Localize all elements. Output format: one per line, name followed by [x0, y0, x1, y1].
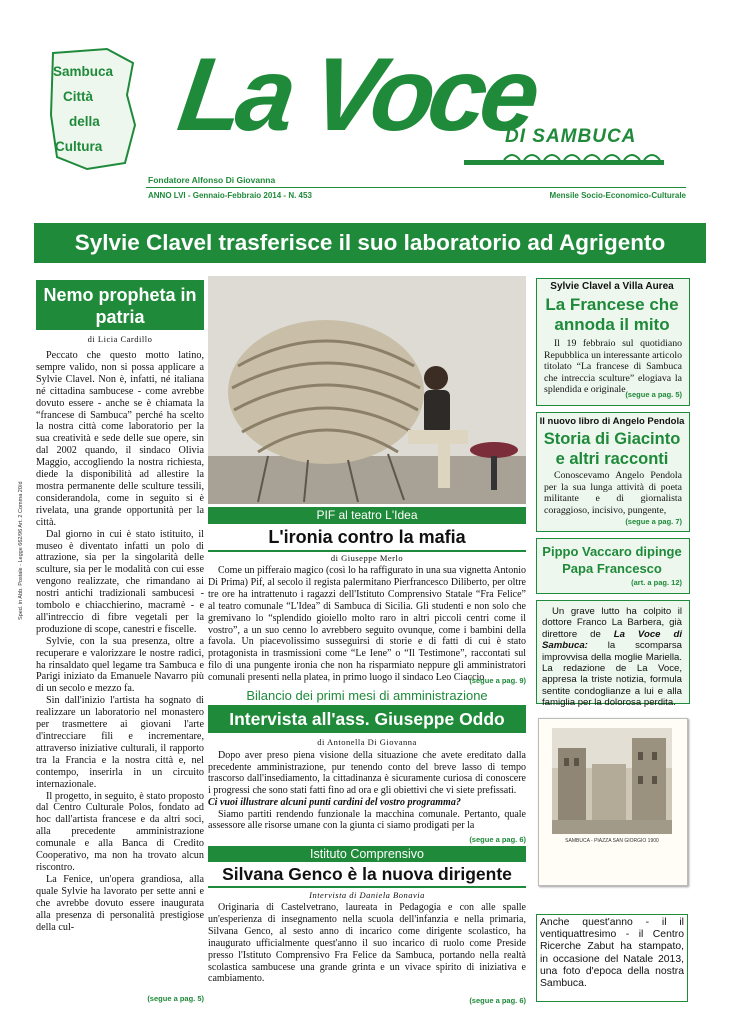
paragraph: Sin dall'inizio l'artista ha sognato di realizzare un laboratorio nel monastero per trasmettere ai giovani l'arte d'intrecciare fili e incrementare, attraverso iniziative culturali, il rapporto tra la Francia e la nostra città e, nel contempo, inserirla in un circuito internazionale.: [36, 695, 204, 790]
genco-continued: (segue a pag. 6): [469, 996, 526, 1005]
masthead-rule: [146, 187, 686, 188]
newspaper-subtitle: DI SAMBUCA: [505, 126, 637, 147]
lutto-text-start: Un grave lutto ha colpito il dottore Franco La Barbera, già direttore de: [542, 606, 682, 640]
calendar-caption: SAMBUCA - PIAZZA SAN GIORGIO 1900: [565, 838, 659, 844]
book-continued: (segue a pag. 7): [625, 517, 682, 526]
pif-byline: di Giuseppe Merlo: [330, 553, 404, 563]
photo-artist-sculpture-icon: [208, 276, 526, 504]
genco-title: Silvana Genco è la nuova dirigente: [208, 862, 526, 888]
pippo-continued: (art. a pag. 12): [631, 578, 682, 587]
aurea-body: Il 19 febbraio sul quotidiano Repubblica un interessante articolo titolato “La francese di Sambuca che intreccia sculture” elogiava la splendida e originale: [544, 338, 682, 396]
pif-kicker: PIF al teatro L'Idea: [208, 507, 526, 524]
genco-kicker: Istituto Comprensivo: [208, 846, 526, 862]
tagline: Mensile Socio-Economico-Culturale: [549, 191, 686, 200]
pif-continued: (segue a pag. 9): [469, 676, 526, 685]
logo-line: Cultura: [55, 139, 103, 154]
paragraph: Dal giorno in cui è stato istituito, il museo è diventato infatti un polo di attrazione, sia per la singolarità delle sculture, sia per le modalità con cui esse vengono realizzate, che rimandano ai nostri antichi tradizionali sambucesi - tombolo e chiacchierino, macramè - e all'intreccio di fibre vegetali per la produzione di scope, canestri e fiscelle.: [36, 528, 204, 635]
left-byline: di Licia Cardillo: [87, 334, 153, 344]
book-title: Storia di Giacinto e altri racconti: [543, 430, 681, 468]
paragraph: La Fenice, un'opera grandiosa, alla quale Sylvie ha lavorato per sette anni e che avrebbe dovuto essere inaugurata alla presenza di personalità prestigiose della cul-: [36, 873, 204, 933]
pippo-title: Pippo Vaccaro dipinge Papa Francesco: [542, 544, 682, 576]
sculpture-photo: [208, 276, 526, 504]
issue-line: ANNO LVI - Gennaio-Febbraio 2014 - N. 453: [148, 191, 312, 200]
paragraph: Peccato che questo motto latino, sempre valido, non si possa applicare a Sylvie Clavel. Non è, infatti, né italiana né cittadina sambucese - come avrebbe dovuto essere - anche se è chiamata la “francese di Sambuca” perché ha scelto la nostra città come laboratorio per la sua creatività e sede delle sue opere, sin dal 2002 quando, il sindaco Olivia Maggio, accogliendo la nostra richiesta, diede la disponibilità ad allestire la mostra permanente delle sculture tessili, considerandola, come in seguito si è rivelata, una grande opportunità per la città.: [36, 350, 204, 528]
logo-line: Sambuca: [53, 64, 114, 79]
genco-body: Originaria di Castelvetrano, laureata in Pedagogia e con alle spalle un'esperienza di insegnamento nella scuola dell'infanzia e nella primaria, Silvana Genco, al sesto anno di incarico come dirigente scolastico, ha inaugurato ufficialmente quest'anno il suo incarico di ruolo come Preside presso l'Istituto Comprensivo Fra Felice da Sambuca, portando nella realtà scolastica sambucese una grande grinta e un vivace spirito di iniziativa e cambiamento.: [208, 902, 526, 985]
founder-line: Fondatore Alfonso Di Giovanna: [148, 175, 276, 185]
left-article-body: [36, 350, 204, 982]
aurea-kicker: Sylvie Clavel a Villa Aurea: [550, 281, 674, 292]
lutto-paper-name: La Voce di Sambuca:: [542, 628, 682, 652]
book-kicker: Il nuovo libro di Angelo Pendola: [539, 416, 685, 427]
paragraph: Siamo partiti rendendo funzionale la macchina comunale. Pertanto, quale assessore alle risorse umane con la giunta ci siamo prodigati per la: [208, 808, 526, 832]
paragraph: Dopo aver preso piena visione della situazione che avete ereditato dalla precedente amministrazione, pur tenendo conto del breve lasso di tempo trascorso dall'insediamento, la cittadinanza è sicuramente curiosa di conoscere i progressi che sono stati fatti fino ad ora e gli obiettivi che vi siete prefissati.: [208, 750, 526, 797]
oddo-title: Intervista all'ass. Giuseppe Oddo: [208, 705, 526, 733]
paragraph: Sylvie, con la sua presenza, oltre a recuperare e valorizzare le nostre radici, ha rinsaldato quel legame tra Sambuca e Parigi iniziato da Emanuele Navarro più di un secolo e mezzo fa.: [36, 635, 204, 695]
aurea-continued: (segue a pag. 5): [625, 390, 682, 399]
lutto-text-end: la scomparsa improvvisa della moglie Mariella. La redazione de La Voce, appresa la triste notizia, formula sentite condoglianze a lui e alla famiglia per la dolorosa perdita.: [542, 640, 682, 709]
aurea-title: La Francese che annoda il mito: [545, 295, 679, 334]
left-article-title: Nemo propheta in patria: [36, 280, 204, 330]
logo-line: della: [69, 114, 100, 129]
oddo-continued: (segue a pag. 6): [469, 835, 526, 844]
lutto-body: [542, 606, 682, 709]
postal-note: Sped. in Abb. Postale - Legge 662/96 Art. 2 Comma 20/d: [18, 481, 24, 620]
question: Ci vuoi illustrare alcuni punti cardini del vostro programma?: [208, 796, 461, 808]
calendar-note: Anche quest'anno - il il ventiquattresimo - il Centro Ricerche Zabut ha stampato, in occasione del Natale 2013, una foto d'epoca della nostra Sambuca.: [536, 914, 688, 1002]
pif-body: Come un pifferaio magico (così lo ha raffigurato in una sua vignetta Antonio Di Prima) Pif, al secolo il regista palermitano Pierfrancesco Diliberto, per oltre tre ore ha intrattenuto i ragazzi dell'Istituto Comprensivo Statale “Fra Felice” al teatro comunale “L'Idea” di Sambuca di Sicilia. Gli studenti e non solo che gremivano lo “splendido gioiello molto raro in altri piccoli centri come il vostro”, a un suo cenno lo avrebbero seguito ovunque, come i bambini della favola. Un piacevolissimo susseguirsi di storie e di fatti di cui è stato protagonista in trasmissioni come “Le Iene” o “Il Testimone”, raccontati sul filo di una pungente ironia che non ha risparmiato neppure gli amministratori comunali presenti nella platea, in primo luogo il sindaco Leo Ciaccio: [208, 565, 526, 684]
paragraph: Il progetto, in seguito, è stato proposto dal Centro Culturale Polos, fondato ad hoc dall'artista francese e da altri soci, alla precedente amministrazione comunale e alla Banca di Credito Cooperativo, ma non ha trovato alcun riscontro.: [36, 790, 204, 873]
oddo-body: [208, 750, 526, 834]
pif-title: L'ironia contro la mafia: [208, 524, 526, 552]
logo-line: Città: [63, 89, 93, 104]
oddo-byline: di Antonella Di Giovanna: [317, 737, 417, 747]
book-body: Conoscevamo Angelo Pendola per la sua lunga attività di poeta militante e di giornalista coraggioso, incisivo, pungente,: [544, 470, 682, 516]
left-continued: (segue a pag. 5): [147, 994, 204, 1003]
main-headline: Sylvie Clavel trasferisce il suo laboratorio ad Agrigento: [34, 223, 706, 263]
genco-byline: Intervista di Daniela Bonavia: [309, 890, 425, 900]
old-square-photo-icon: [552, 728, 672, 834]
arches-icon: [464, 148, 664, 166]
newspaper-title: La Voce: [171, 37, 542, 153]
city-logo: [47, 45, 139, 173]
oddo-kicker: Bilancio dei primi mesi di amministrazione: [246, 688, 488, 703]
